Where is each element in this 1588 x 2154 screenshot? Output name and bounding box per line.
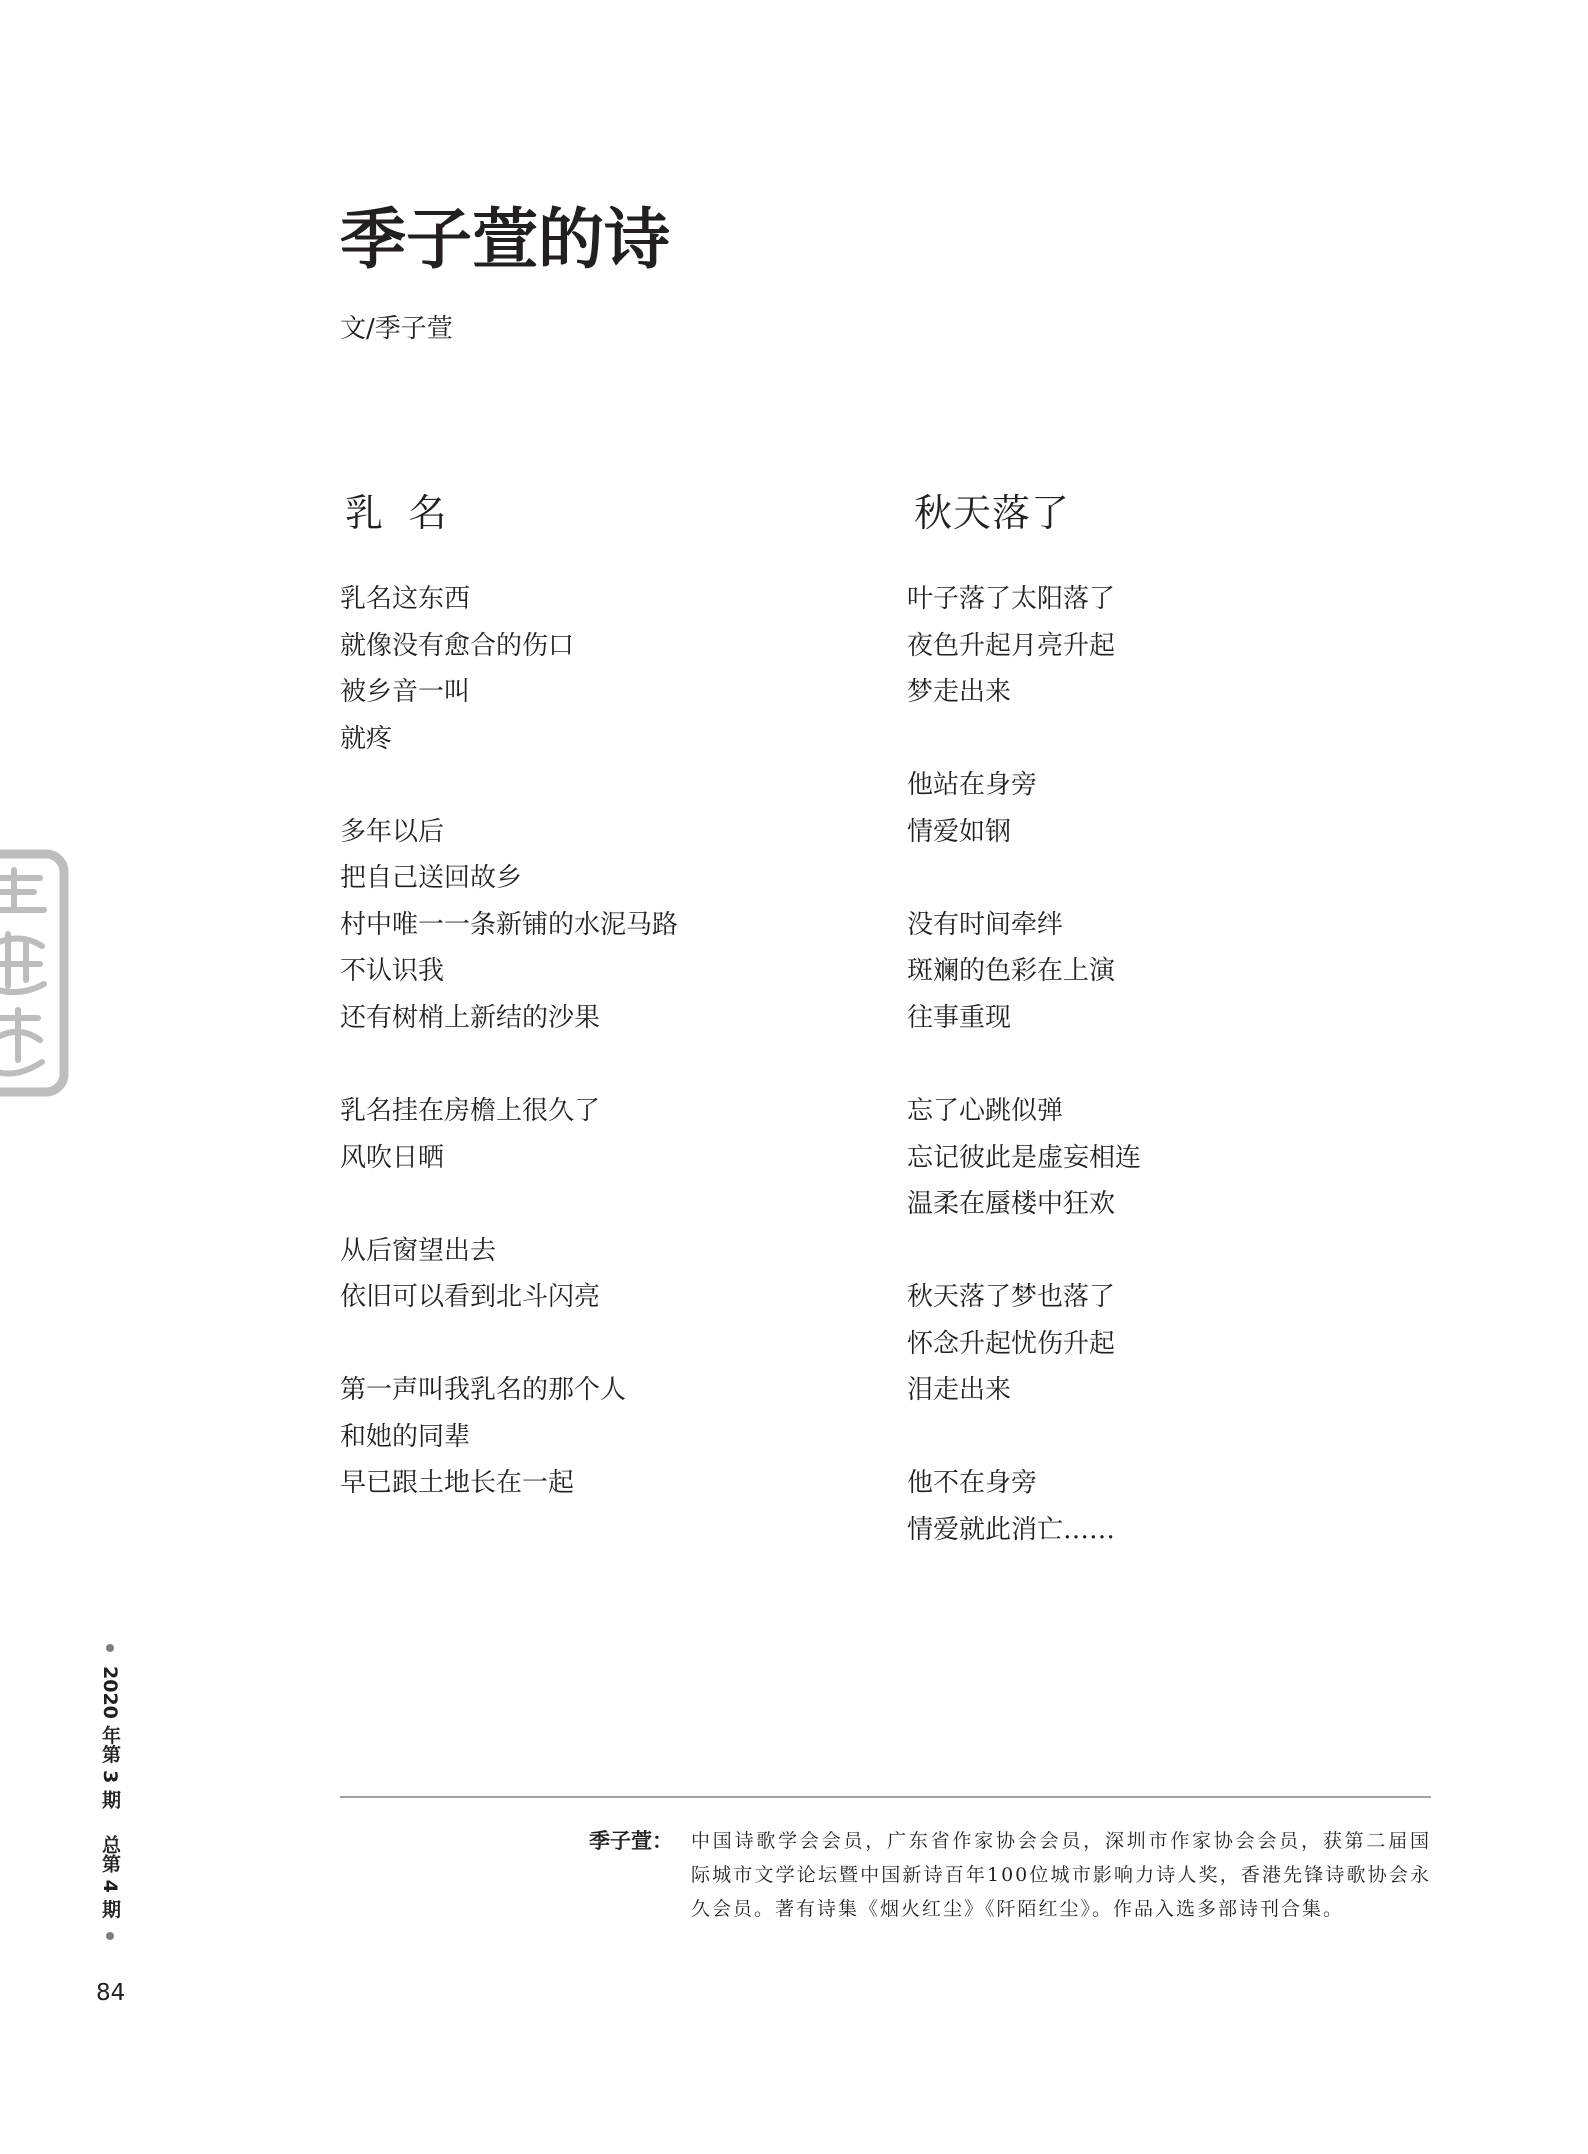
poem-line: 乳名挂在房檐上很久了 [340,1096,601,1127]
poem-line: 他站在身旁 [907,770,1038,801]
poem-title-ruming: 乳 名 [345,491,448,535]
divider-rule [340,1796,1431,1798]
poem-stanza [340,1367,678,1507]
byline: 文/季子萱 [340,314,453,344]
poem-line: 多年以后 [340,816,445,847]
poem-stanza [907,1088,1141,1228]
poem-line: 忘了心跳似弹 [907,1096,1064,1127]
poem-line: 往事重现 [907,1002,1012,1033]
poem-line: 忘记彼此是虚妄相连 [907,1142,1142,1173]
poem-stanza [907,576,1141,716]
poem-line: 就像没有愈合的伤口 [340,630,575,661]
poem-line: 不认识我 [340,956,445,987]
poem-stanza [907,1460,1141,1553]
poem-line: 被乡音一叫 [340,677,471,708]
poem-line: 斑斓的色彩在上演 [907,956,1116,987]
poem-line: 他不在身旁 [907,1468,1038,1499]
bio-line: 久会员。著有诗集《烟火红尘》《阡陌红尘》。作品入选多部诗刊合集。 [691,1898,1345,1921]
poem-body-ruming [340,576,678,1553]
poem-line: 泪走出来 [907,1375,1012,1406]
poem-line: 第一声叫我乳名的那个人 [340,1375,627,1406]
poem-stanza [907,762,1141,855]
poem-line: 风吹日晒 [340,1142,445,1173]
poem-line: 夜色升起月亮升起 [907,630,1116,661]
bullet-dot [106,1644,114,1652]
poem-stanza [340,1228,678,1321]
bio-label: 季子萱： [589,1829,673,1853]
poem-body-qiutian [907,576,1141,1600]
bio-line: 中国诗歌学会会员，广东省作家协会会员，深圳市作家协会会员，获第二届国 [691,1830,1431,1852]
poem-line: 还有树梢上新结的沙果 [340,1002,601,1033]
poem-stanza [907,902,1141,1042]
poem-line: 和她的同辈 [340,1421,471,1452]
poem-line: 就疼 [340,723,393,754]
poem-line: 怀念升起忧伤升起 [907,1328,1116,1359]
poem-stanza [340,1088,678,1181]
poem-line: 没有时间牵绊 [907,909,1064,940]
poem-line: 秋天落了梦也落了 [907,1282,1116,1313]
issue-sidebar [98,1644,122,1940]
poem-line: 把自己送回故乡 [340,863,523,894]
bio-line: 际城市文学论坛暨中国新诗百年100位城市影响力诗人奖，香港先锋诗歌协会永 [691,1864,1431,1887]
poem-stanza [340,809,678,1042]
poem-line: 从后窗望出去 [340,1235,497,1266]
poem-stanza [907,1274,1141,1414]
page-title: 季子萱的诗 [340,200,670,278]
seal-stamp [0,848,72,1100]
poem-line: 乳名这东西 [340,584,471,614]
poem-line: 早已跟土地长在一起 [340,1468,575,1499]
poem-line: 温柔在蜃楼中狂欢 [907,1189,1116,1220]
poem-line: 叶子落了太阳落了 [907,584,1116,614]
total-issue-label: 总第 4 期 [99,1834,121,1919]
poem-line: 村中唯一一条新铺的水泥马路 [340,909,679,940]
poem-stanza [340,576,678,762]
bullet-dot [106,1932,114,1940]
poem-line: 依旧可以看到北斗闪亮 [340,1282,601,1313]
poem-line: 情爱就此消亡…… [907,1514,1116,1545]
poem-line: 梦走出来 [907,677,1012,708]
page-number: 84 [96,1980,126,2006]
issue-label: 2020 年第 3 期 [99,1666,121,1809]
author-bio [691,1824,1431,1927]
poem-line: 情爱如钢 [907,816,1012,847]
poem-title-qiutian: 秋天落了 [914,491,1071,535]
